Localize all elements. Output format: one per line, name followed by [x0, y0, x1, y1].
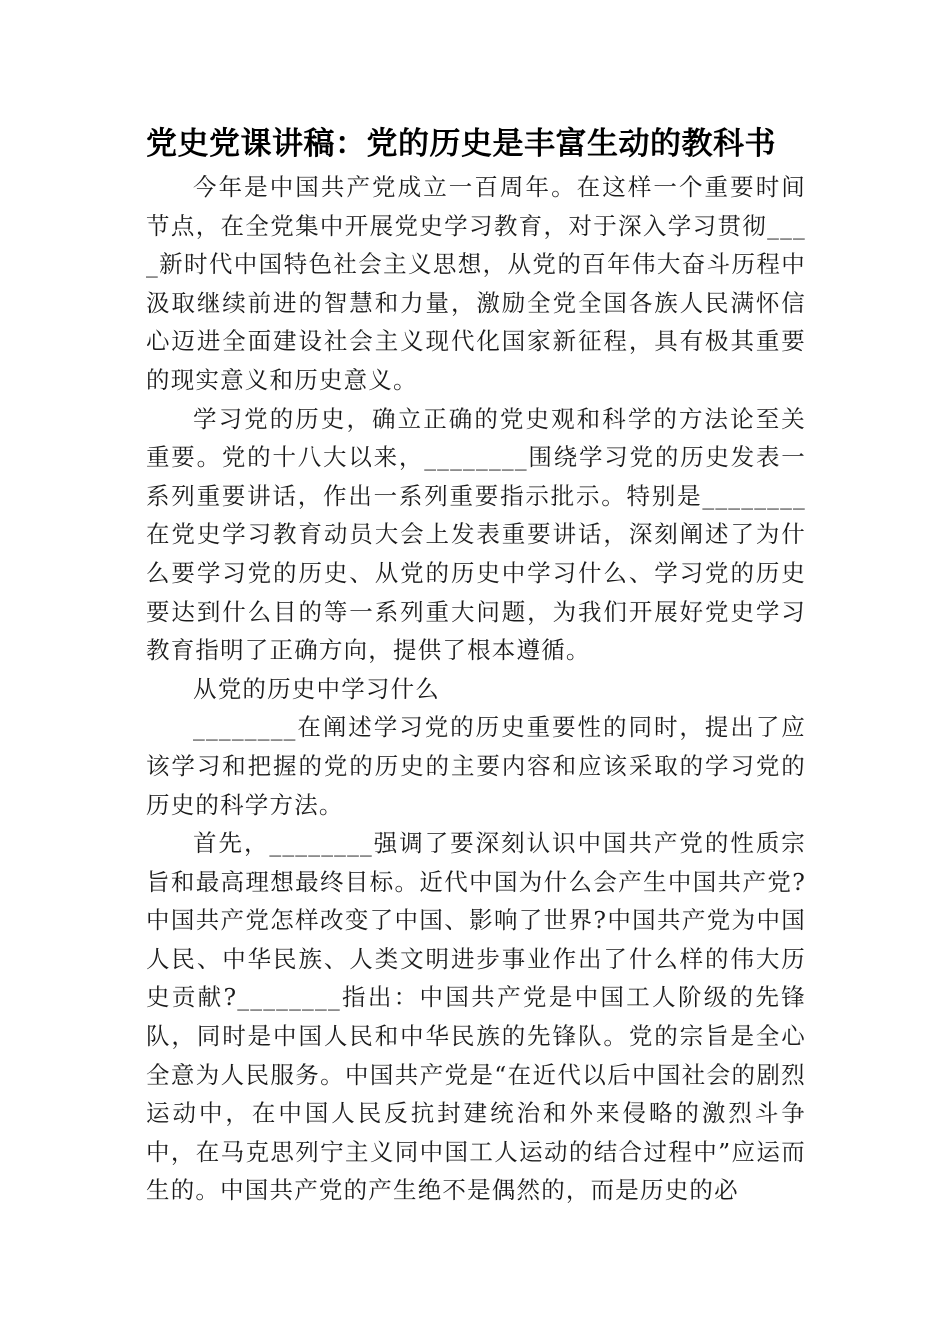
paragraph-history-method: 学习党的历史，确立正确的党史观和科学的方法论至关重要。党的十八大以来，________围绕学习党的历史发表一系列重要讲话，作出一系列重要指示批示。特别是________在党史学习教育动员大会上发表重要讲话，深刻阐述了为什么要学习党的历史、从党的历史中学习什么、学习党的历史要达到什么目的等一系列重大问题，为我们开展好党史学习教育指明了正确方向，提供了根本遵循。	[146, 404, 806, 665]
document-title: 党史党课讲稿：党的历史是丰富生动的教科书	[146, 126, 776, 162]
section-heading: 从党的历史中学习什么	[193, 674, 440, 703]
document-page	[146, 120, 806, 1210]
paragraph-content-method: ________在阐述学习党的历史重要性的同时，提出了应该学习和把握的党的历史的主要内容和应该采取的学习党的历史的科学方法。	[146, 713, 806, 819]
paragraph-first-point: 首先，________强调了要深刻认识中国共产党的性质宗旨和最高理想最终目标。近代中国为什么会产生中国共产党?中国共产党怎样改变了中国、影响了世界?中国共产党为中国人民、中华民族、人类文明进步事业作出了什么样的伟大历史贡献?________指出：中国共产党是中国工人阶级的先锋队，同时是中国人民和中华民族的先锋队。党的宗旨是全心全意为人民服务。中国共产党是“在近代以后中国社会的剧烈运动中，在中国人民反抗封建统治和外来侵略的激烈斗争中，在马克思列宁主义同中国工人运动的结合过程中”应运而生的。中国共产党的产生绝不是偶然的，而是历史的必	[146, 829, 806, 1205]
paragraph-intro: 今年是中国共产党成立一百周年。在这样一个重要时间节点，在全党集中开展党史学习教育，对于深入学习贯彻____新时代中国特色社会主义思想，从党的百年伟大奋斗历程中汲取继续前进的智慧和力量，激励全党全国各族人民满怀信心迈进全面建设社会主义现代化国家新征程，具有极其重要的现实意义和历史意义。	[146, 173, 806, 394]
